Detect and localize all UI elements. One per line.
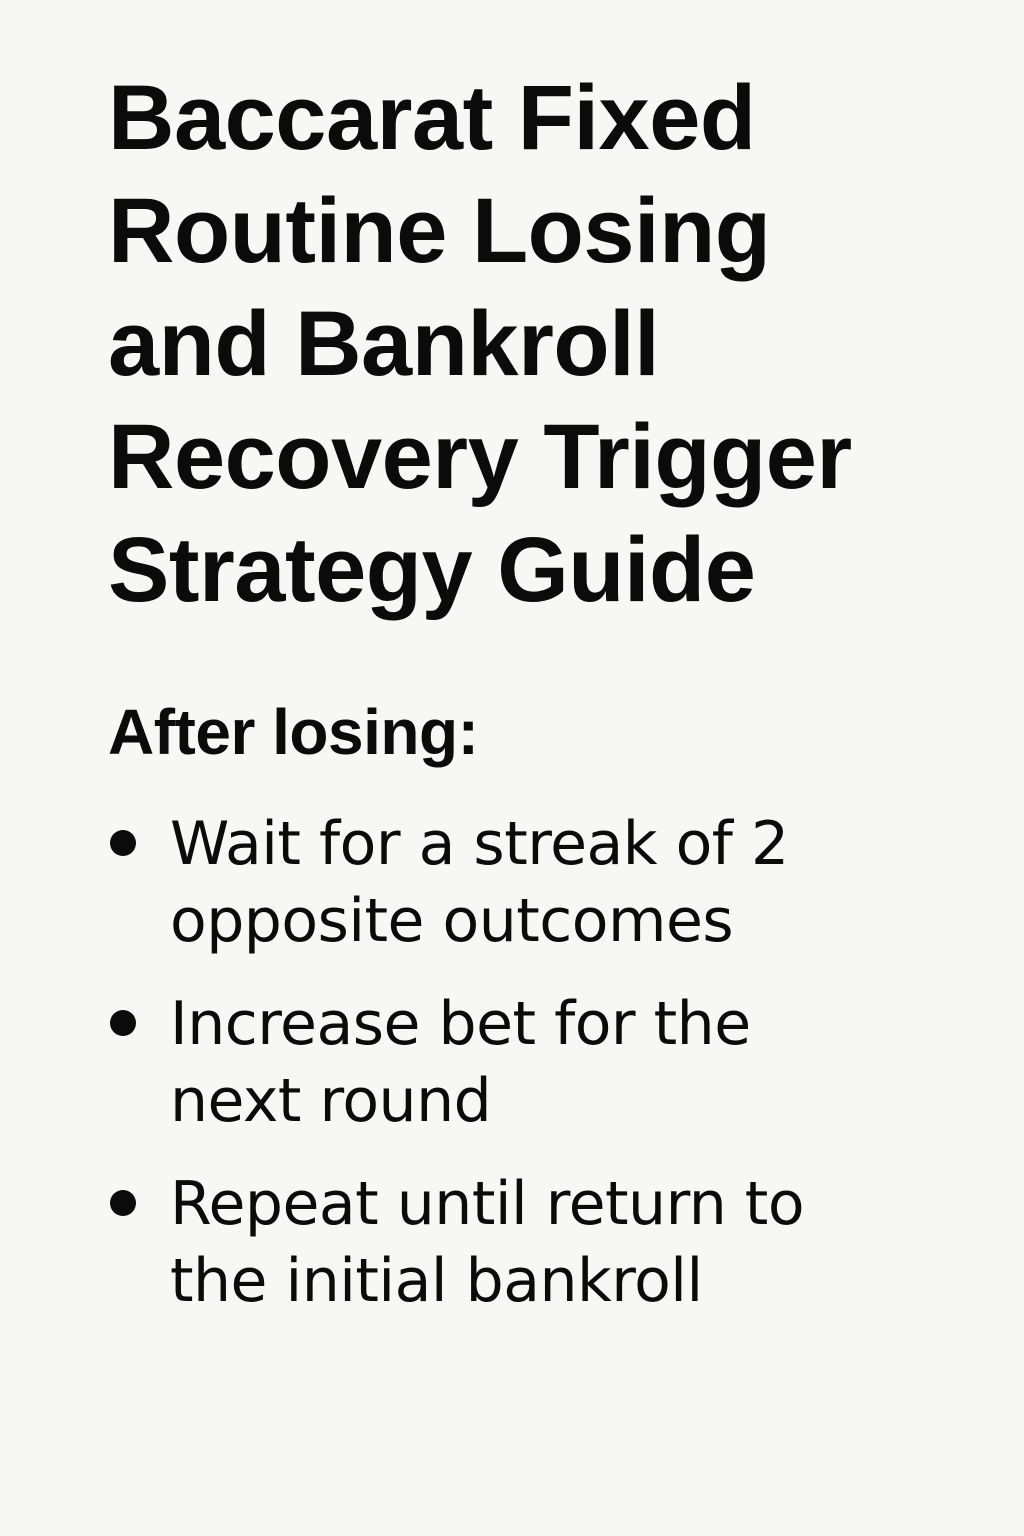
bullet-text xyxy=(170,1166,988,1320)
list-item xyxy=(108,1166,988,1320)
bullet-line: the initial bankroll xyxy=(170,1246,703,1316)
title-line: and Bankroll xyxy=(108,293,660,395)
title-line: Baccarat Fixed xyxy=(108,67,756,169)
section-heading: After losing: xyxy=(108,696,479,768)
list-item xyxy=(108,986,988,1140)
bullet-text xyxy=(170,986,988,1140)
bullet-text xyxy=(170,806,988,960)
title-line: Recovery Trigger xyxy=(108,406,852,508)
bullet-dot-icon xyxy=(110,1190,136,1216)
bullet-dot-icon xyxy=(110,1010,136,1036)
title-line: Strategy Guide xyxy=(108,519,756,621)
page-title xyxy=(108,62,988,627)
bullet-line: next round xyxy=(170,1066,492,1136)
bullet-dot-icon xyxy=(110,830,136,856)
title-line: Routine Losing xyxy=(108,180,771,282)
bullet-line: Increase bet for the xyxy=(170,989,751,1059)
list-item xyxy=(108,806,988,960)
bullet-line: Wait for a streak of 2 xyxy=(170,809,789,879)
bullet-line: Repeat until return to xyxy=(170,1169,805,1239)
bullet-line: opposite outcomes xyxy=(170,886,734,956)
bullet-list xyxy=(108,806,988,1346)
